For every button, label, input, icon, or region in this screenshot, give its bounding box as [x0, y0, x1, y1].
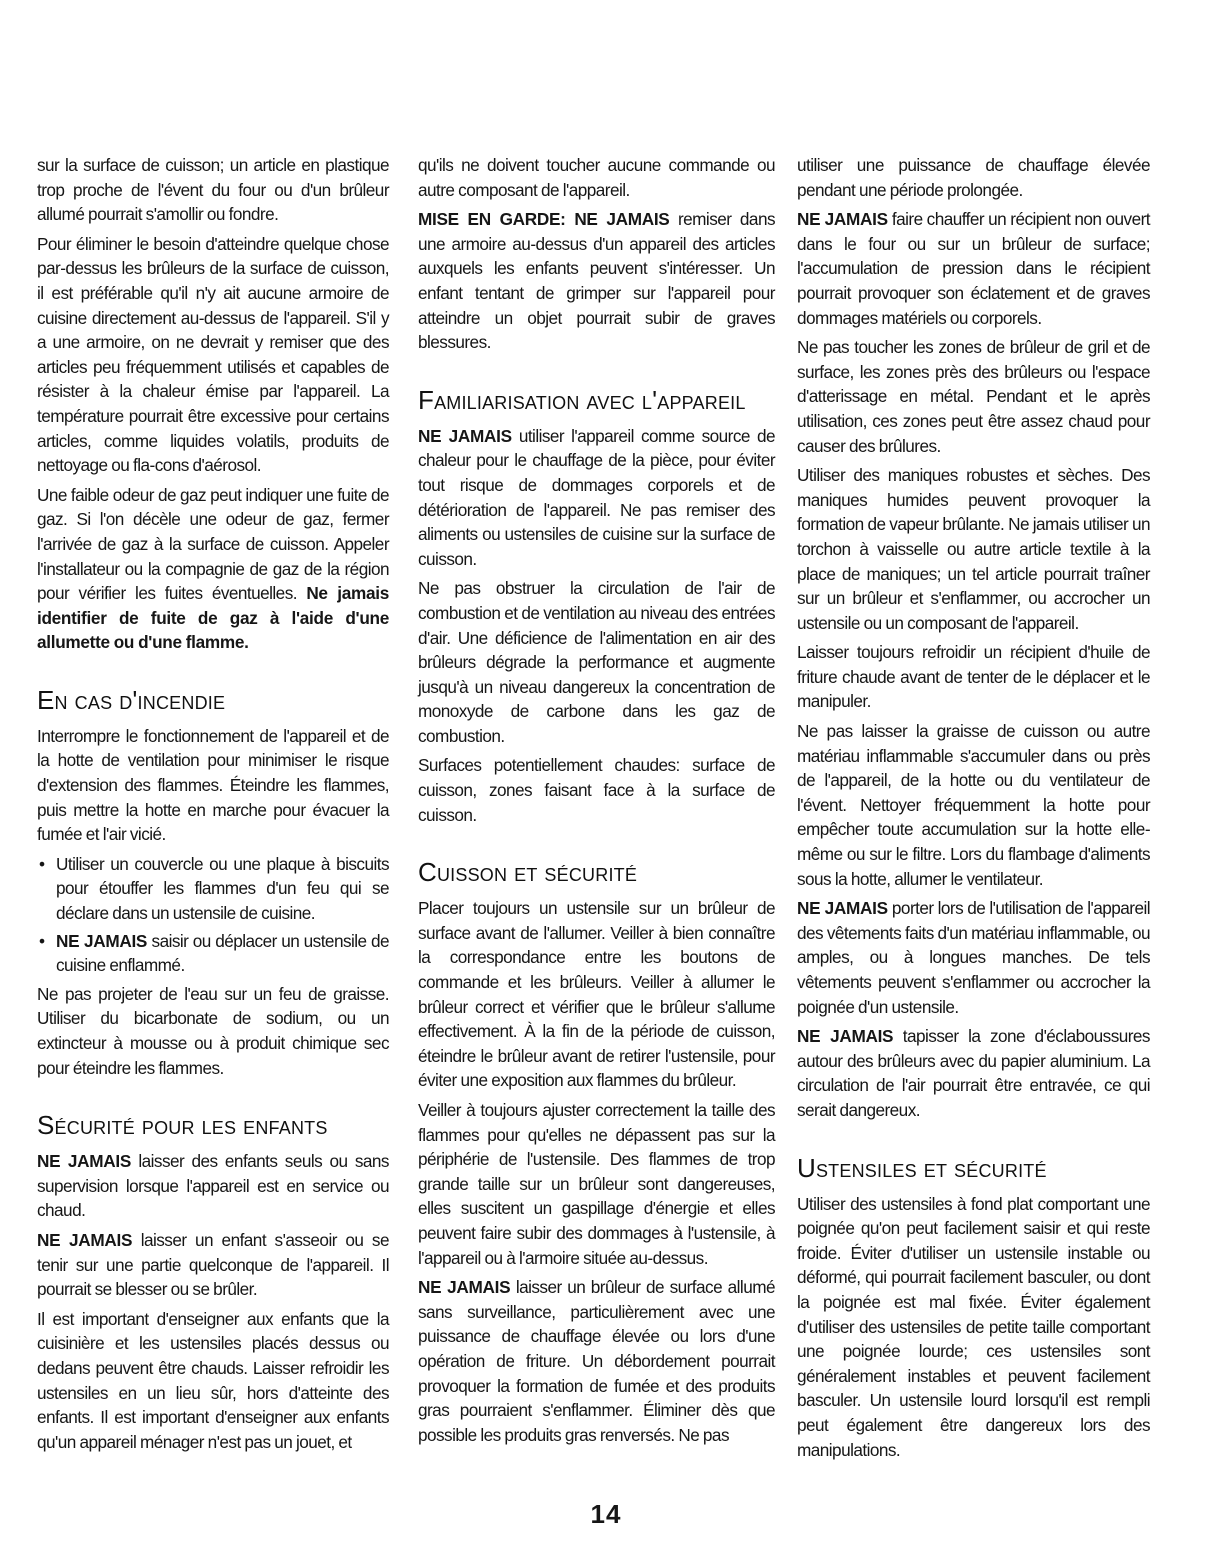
paragraph-text: Une faible odeur de gaz peut indiquer une fuite de gaz. Si l'on décèle une odeur de gaz, fermer l'arrivée de gaz à la surface de cuisson. Appeler l'installateur ou la compagnie de gaz de la région pour vérifier les fuites éventuelles. — [37, 484, 389, 604]
bullet-icon: • — [39, 930, 45, 951]
paragraph — [418, 1275, 775, 1447]
column-right — [797, 153, 1150, 1467]
paragraph — [37, 1149, 389, 1223]
paragraph-text: remiser dans une armoire au-dessus d'un appareil des articles auxquels les enfants peuvent s'intéresser. Un enfant tentant de grimper sur l'appareil pour atteindre un objet pourrait subir de graves blessures. — [418, 209, 775, 353]
list-item — [37, 852, 389, 926]
paragraph: utiliser une puissance de chauffage élevée pendant une période prolongée. — [797, 155, 1150, 200]
paragraph: Placer toujours un ustensile sur un brûleur de surface avant de l'allumer. Veiller à bien connaître la correspondance entre les boutons de commande et les brûleurs. Veiller à allumer le brûleur correct et vérifier que le brûleur s'allume effectivement. À la fin de la période de cuisson, éteindre le brûleur avant de retirer l'ustensile, pour éviter une exposition aux flammes du brûleur. — [418, 898, 775, 1091]
list-item — [37, 929, 389, 978]
paragraph: Pour éliminer le besoin d'atteindre quelque chose par-dessus les brûleurs de la surface de cuisson, il est préférable qu'il n'y ait aucune armoire de cuisine directement au-dessus de l'appareil. S'il y a une armoire, on ne devrait y remiser que des articles peu fréquemment utilisés et capables de résister à la chaleur émise par l'appareil. La température pourrait être excessive pour certains articles, comme liquides volatils, produits de nettoyage ou fla-cons d'aérosol. — [37, 233, 389, 476]
bullet-icon: • — [39, 853, 45, 874]
section-heading-children: Sécurité pour les enfants — [37, 1110, 328, 1141]
column-middle — [418, 153, 775, 1452]
warning-label: NE JAMAIS — [797, 209, 888, 230]
paragraph-text: laisser un enfant s'asseoir ou se tenir sur une partie quelconque de l'appareil. Il pourrait se blesser ou se brûler. — [37, 1229, 389, 1300]
paragraph-text: porter lors de l'utilisation de l'appareil des vêtements faits d'un matériau inflammable, ou amples, ou à longues manches. De tels vêtements peuvent s'enflammer ou accrocher la poignée d'un ustensile. — [797, 898, 1150, 1017]
warning-label: MISE EN GARDE: NE JAMAIS — [418, 209, 670, 230]
warning-label: NE JAMAIS — [797, 1026, 894, 1047]
warning-text: Ne jamais identifier de fuite de gaz à l'aide d'une allumette ou d'une flamme. — [37, 583, 389, 653]
paragraph-text: faire chauffer un récipient non ouvert dans le four ou sur un brûleur de surface; l'accumulation de pression dans le récipient pourrait provoquer son éclatement et de graves dommages matériels ou corporels. — [797, 209, 1150, 328]
column-left — [37, 153, 389, 1459]
paragraph: Ne pas obstruer la circulation de l'air de combustion et de ventilation au niveau des entrées d'air. Une déficience de l'alimentation en air des brûleurs dégrade la performance et augmente jusqu'à un niveau dangereux la concentration de monoxyde de carbone dans les gaz de combustion. — [418, 578, 775, 746]
paragraph: qu'ils ne doivent toucher aucune commande ou autre composant de l'appareil. — [418, 155, 775, 200]
warning-label: NE JAMAIS — [56, 930, 148, 951]
warning-label: NE JAMAIS — [37, 1151, 132, 1172]
paragraph: Ne pas laisser la graisse de cuisson ou autre matériau inflammable s'accumuler dans ou près de l'appareil, de la hotte ou du ventilateur de l'évent. Nettoyer fréquemment la hotte pour empêcher toute accumulation sur la hotte elle-même ou sur le filtre. Lors du flambage d'aliments sous la hotte, allumer le ventilateur. — [797, 721, 1150, 889]
section-heading-fire: En cas d'incendie — [37, 684, 226, 715]
paragraph — [797, 207, 1150, 330]
paragraph: Ne pas toucher les zones de brûleur de gril et de surface, les zones près des brûleurs ou l'espace d'atterissage en métal. Pendant et le après utilisation, ces zones peut être assez chaud pour causer des brûlures. — [797, 337, 1150, 456]
warning-label: NE JAMAIS — [37, 1229, 133, 1250]
paragraph: Ne pas projeter de l'eau sur un feu de graisse. Utiliser du bicarbonate de sodium, ou un extincteur à mousse ou à produit chimique sec pour éteindre les flammes. — [37, 983, 389, 1078]
bullet-list — [37, 852, 389, 978]
paragraph: Laisser toujours refroidir un récipient d'huile de friture chaude avant de tenter de le déplacer et le manipuler. — [797, 642, 1150, 712]
paragraph: Veiller à toujours ajuster correctement la taille des flammes pour qu'elles ne dépassent pas sur la périphérie de l'ustensile. Des flammes de trop grande taille sur un brûleur sont dangereuses, elles suscitent un gaspillage d'énergie et elles peuvent faire subir des dommages à l'ustensile, à l'appareil ou à l'armoire située au-dessus. — [418, 1100, 775, 1268]
paragraph — [797, 1024, 1150, 1122]
paragraph: Il est important d'enseigner aux enfants que la cuisinière et les ustensiles placés dessus ou dedans peuvent être chauds. Laisser refroidir les ustensiles en un lieu sûr, hors d'atteinte des enfants. Il est important d'enseigner aux enfants qu'un appareil ménager n'est pas un jouet, et — [37, 1308, 389, 1452]
paragraph-text: laisser des enfants seuls ou sans supervision lorsque l'appareil est en service ou chaud. — [37, 1151, 389, 1221]
paragraph: sur la surface de cuisson; un article en plastique trop proche de l'évent du four ou d'un brûleur allumé pourrait s'amollir ou fondre. — [37, 155, 389, 225]
warning-label: NE JAMAIS — [797, 898, 888, 919]
list-item-text: Utiliser un couvercle ou une plaque à biscuits pour étouffer les flammes d'un feu qui se déclare dans un ustensile de cuisine. — [56, 853, 389, 924]
paragraph — [37, 483, 389, 655]
paragraph — [418, 424, 775, 572]
section-heading-familiarisation: Familiarisation avec l'appareil — [418, 384, 746, 415]
list-item-text: saisir ou déplacer un ustensile de cuisine enflammé. — [56, 930, 389, 976]
paragraph-text: laisser un brûleur de surface allumé sans surveillance, particulièrement avec une puissance de chauffage élevée ou lors d'une opération de friture. Un débordement pourrait provoquer la formation de fumée et des produits gras pourraient s'enflammer. Éliminer dès que possible les produits gras renversés. Ne pas — [418, 1277, 775, 1445]
paragraph — [37, 1228, 389, 1302]
warning-label: NE JAMAIS — [418, 1277, 511, 1298]
paragraph — [418, 207, 775, 355]
section-heading-cooking: Cuisson et sécurité — [418, 857, 638, 888]
page-number: 14 — [590, 1499, 622, 1529]
paragraph — [797, 896, 1150, 1019]
paragraph: Interrompre le fonctionnement de l'appareil et de la hotte de ventilation pour minimiser le risque d'extension des flammes. Éteindre les flammes, puis mettre la hotte en marche pour évacuer la fumée et l'air vicié. — [37, 725, 389, 845]
paragraph-text: utiliser l'appareil comme source de chaleur pour le chauffage de la pièce, pour éviter tout risque de dommages corporels et de détérioration de l'appareil. Ne pas remiser des aliments ou ustensiles de cuisine sur la surface de cuisson. — [418, 425, 775, 569]
paragraph: Utiliser des ustensiles à fond plat comportant une poignée qu'on peut facilement saisir et qui reste froide. Éviter d'utiliser un ustensile instable ou déformé, qui pourrait facilement basculer, ou dont la poignée est mal fixée. Éviter également d'utiliser des ustensiles de petite taille comportant une poignée lourde; ces ustensiles sont généralement instables et peuvent facilement basculer. Un ustensile lourd lorsqu'il est rempli peut également être dangereux lors des manipulations. — [797, 1193, 1150, 1460]
paragraph-text: tapisser la zone d'éclaboussures autour des brûleurs avec du papier aluminium. La circulation de l'air pourrait être entravée, ce qui serait dangereux. — [797, 1026, 1150, 1120]
warning-label: NE JAMAIS — [418, 425, 512, 446]
paragraph: Utiliser des maniques robustes et sèches. Des maniques humides peuvent provoquer la formation de vapeur brûlante. Ne jamais utiliser un torchon à vaisselle ou autre article textile à la place de maniques; un tel article pourrait traîner sur un brûleur et s'enflammer, ou accrocher un ustensile ou un composant de l'appareil. — [797, 465, 1150, 633]
section-heading-utensils: Ustensiles et sécurité — [797, 1152, 1047, 1183]
paragraph: Surfaces potentiellement chaudes: surface de cuisson, zones faisant face à la surface de cuisson. — [418, 755, 775, 825]
